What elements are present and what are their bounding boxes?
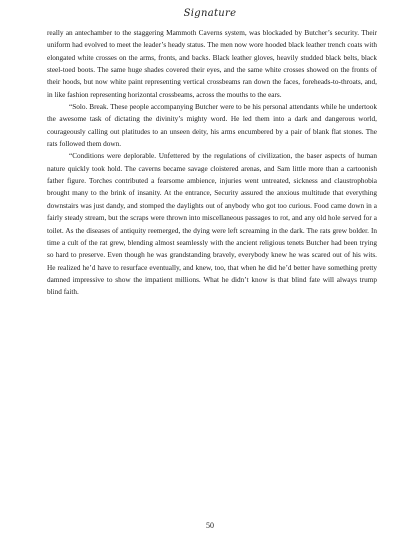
page-number: 50 [206,521,214,530]
paragraph-continued: really an antechamber to the staggering Mammoth Caverns system, was blockaded by Butcher’s security. Their uniform had evolved to meet the leader’s heady status. The men now wore hooded black leather trench coats with elongated white crosses on the arms, fronts, and backs. Black leather gloves, heavily studded black belts, black steel-toed boots. The same huge shades covered their eyes, and the same white crosses showed on the fronts of their hoods, but now white paint representing vertical crossbeams ran down the faces, foreheads-to-throats, and, in like fashion representing horizontal crossbeams, across the mouths to the ears. [47,29,377,99]
running-head-title: Signature [183,8,237,19]
body-text [47,27,377,299]
paragraph: “Conditions were deplorable. Unfettered by the regulations of civilization, the baser aspects of human nature quickly took hold. The caverns became savage cloistered arenas, and Sam little more than a cartoonish father figure. Torches contributed a fearsome ambience, injuries went untreated, sickness and claustrophobia brought many to the brink of insanity. At the entrance, Security assured the anxious multitude that everything downstairs was just dandy, and stomped the daylights out of anybody who got too curious. Food came down in a fairly steady stream, but the scraps were thrown into miscellaneous passages to rot, and any old hole served for a toilet. As the diseases of antiquity reemerged, the dying were left screaming in the dark. The rats grew bolder. In time a cult of the rat grew, blending almost seamlessly with the ancient religious tenets Butcher had been trying so hard to preserve. Even though he was grandstanding bravely, everybody knew he was scared out of his wits. He realized he’d have to resurface eventually, and knew, too, that when he did he’d better have something pretty damned impressive to show the impatient millions. What he didn’t know is that blind fate will always trump blind faith. [47,152,377,297]
paragraph: “Solo. Break. These people accompanying Butcher were to be his personal attendants while he undertook the awesome task of dictating the divinity’s mighty word. He led them into a dark and dangerous world, courageously calling out platitudes to an unseen deity, his arms encumbered by a pair of blank flat stones. The rats followed them down. [47,103,377,149]
